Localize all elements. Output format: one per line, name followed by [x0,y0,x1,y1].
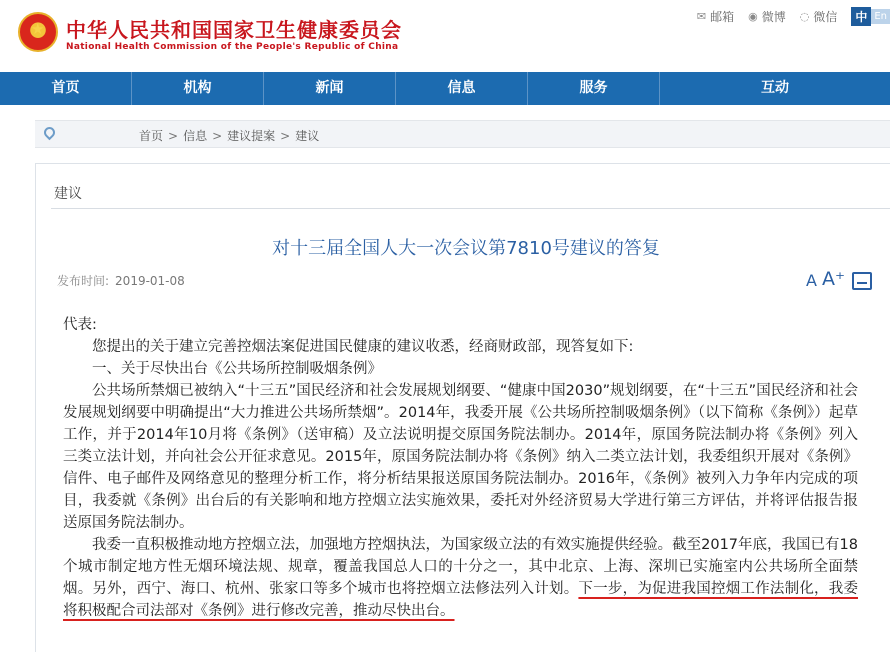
site-name-cn[interactable]: 中华人民共和国国家卫生健康委员会 [66,18,402,42]
breadcrumb-proposals[interactable]: 建议提案 [227,129,276,143]
section-divider [51,208,890,209]
publish-date-value: 2019-01-08 [115,274,185,288]
site-name-en[interactable]: National Health Commission of the People's Republic of China [66,42,399,52]
font-increase-button[interactable]: A⁺ [821,268,845,290]
font-decrease-button[interactable]: A [806,271,817,290]
site-header [0,0,890,72]
nav-home[interactable]: 首页 [0,72,132,105]
breadcrumb-separator: > [280,129,291,143]
breadcrumb-separator: > [212,129,223,143]
highlighted-text: 下一步，为促进我国控烟工作法制化，我委将积极配合司法部对《条例》进行修改完善，推动尽快出台。 [63,581,858,619]
publish-date-label: 发布时间: [57,274,110,288]
lang-en-button[interactable]: En [871,9,890,24]
header-tools [697,6,890,26]
lang-zh-button[interactable]: 中 [851,7,871,26]
font-tools [806,268,872,290]
paragraph: 公共场所禁烟已被纳入“十三五”国民经济和社会发展规划纲要、“健康中国2030”规划纲要，在“十三五”国民经济和社会发展规划纲要中明确提出“大力推进公共场所禁烟”。2014年，我委开展《公共场所控制吸烟条例》（以下简称《条例》）起草工作，并于2014年10月将《条例》（送审稿）及立法说明提交原国务院法制办。2014年，原国务院法制办将《条例》列入三类立法计划，并向社会公开征求意见。2015年，原国务院法制办将《条例》纳入二类立法计划，我委组织开展对《条例》信件、电子邮件及网络意见的整理分析工作，将分析结果报送原国务院法制办。2016年，《条例》被列入力争年内完成的项目，我委就《条例》出台后的有关影响和地方控烟立法实施效果，委托对外经济贸易大学进行第三方评估，并将评估报告报送原国务院法制办。 [63,383,858,531]
breadcrumb-home[interactable]: 首页 [139,129,164,143]
weibo-icon: ◉ [748,9,758,23]
paragraph-text: 我委一直积极推动地方控烟立法，加强地方控烟执法，为国家级立法的有效实施提供经验。截至2017年底，我国已有18个城市制定地方性无烟环境法规、规章，覆盖我国总人口的十分之一，其中北京、上海、深圳已实施室内公共场所全面禁烟。另外，西宁、海口、杭州、张家口等多个城市也将控烟立法修法列入计划。 [63,537,858,597]
publish-date [57,272,185,289]
language-switch [851,7,890,26]
mail-icon: ✉ [696,9,707,23]
nav-information[interactable]: 信息 [396,72,528,105]
wechat-link[interactable] [800,8,838,25]
salutation: 代表: [63,317,97,333]
mail-label: 邮箱 [710,9,735,24]
section-title: 建议 [54,186,82,202]
content-panel [35,163,890,652]
paragraph: 您提出的关于建立完善控烟法案促进国民健康的建议收悉，经商财政部，现答复如下: [92,339,634,355]
location-pin-icon [42,125,58,141]
nav-services[interactable]: 服务 [528,72,660,105]
print-icon[interactable] [852,272,872,290]
national-emblem-icon[interactable] [18,12,58,52]
nav-institutions[interactable]: 机构 [132,72,264,105]
wechat-label: 微信 [813,9,838,24]
nav-interaction[interactable]: 互动 [761,80,789,96]
paragraph-heading: 一、关于尽快出台《公共场所控制吸烟条例》 [92,361,382,377]
nav-news[interactable]: 新闻 [264,72,396,105]
article-body [63,314,858,622]
breadcrumb [35,120,890,148]
breadcrumb-current[interactable]: 建议 [295,129,320,143]
paragraph [63,534,858,622]
weibo-link[interactable] [748,8,786,25]
breadcrumb-information[interactable]: 信息 [183,129,208,143]
document-title: 对十三届全国人大一次会议第7810号建议的答复 [272,238,660,259]
weibo-label: 微博 [761,9,786,24]
breadcrumb-separator: > [168,129,179,143]
wechat-icon: ◌ [799,9,810,23]
main-nav [0,72,890,105]
mail-link[interactable] [697,8,734,25]
